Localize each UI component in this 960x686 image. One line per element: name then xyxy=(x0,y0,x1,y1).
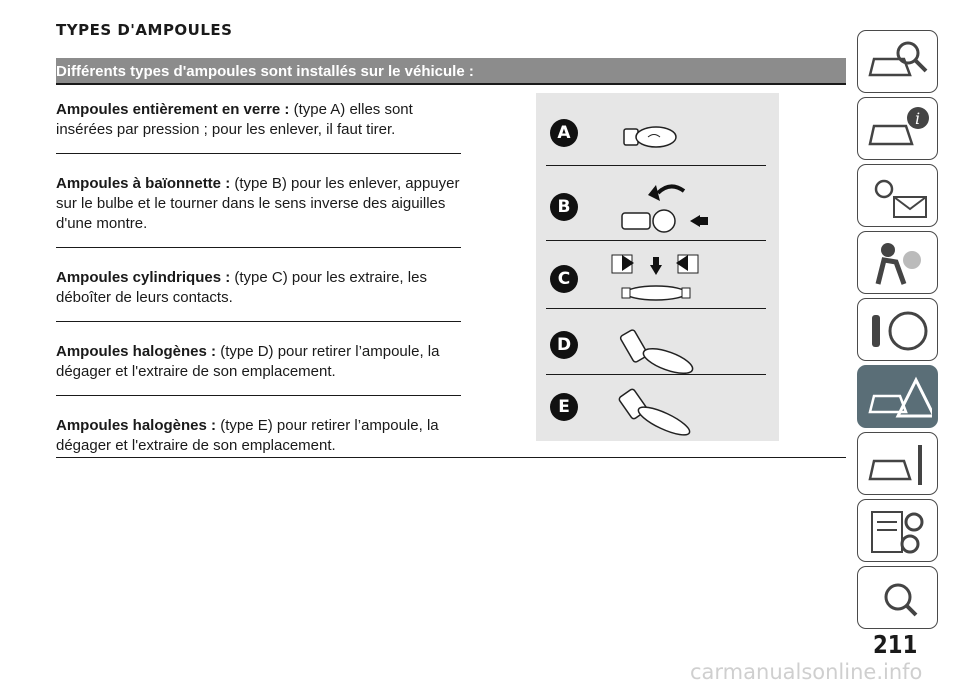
divider xyxy=(56,321,461,322)
item-heading: Ampoules cylindriques : xyxy=(56,269,231,286)
divider xyxy=(56,153,461,154)
airbag-seat-icon xyxy=(864,238,932,288)
tab-car-info[interactable] xyxy=(857,97,938,160)
intro-banner xyxy=(56,58,846,85)
figure-divider xyxy=(546,165,766,166)
car-search-icon xyxy=(864,37,932,87)
figure-row-b xyxy=(536,171,779,241)
tab-specs[interactable] xyxy=(857,499,938,562)
car-maintenance-icon xyxy=(864,439,932,489)
car-info-icon xyxy=(864,104,932,154)
tab-steering-key[interactable] xyxy=(857,298,938,361)
list-item-type-b xyxy=(56,174,461,247)
item-heading: Ampoules à baïonnette : xyxy=(56,175,231,192)
car-emergency-icon xyxy=(864,372,932,422)
cylindrical-bulb-icon xyxy=(598,251,718,313)
item-text: (type D) pour retirer l’ampoule, la dégager et l'extraire de son emplacement. xyxy=(56,343,440,380)
alphabetical-index-icon xyxy=(864,573,932,623)
figure-row-c xyxy=(536,243,779,313)
item-text: (type B) pour les enlever, appuyer sur le bulbe et le tourner dans le sens inverse des aiguilles d'une montre. xyxy=(56,175,460,232)
watermark: carmanualsonline.info xyxy=(690,660,923,684)
banner-text: Différents types d'ampoules sont installés sur le véhicule : xyxy=(56,63,474,80)
list-item-type-d xyxy=(56,342,461,395)
item-heading: Ampoules entièrement en verre : xyxy=(56,101,290,118)
figure-divider xyxy=(546,374,766,375)
item-heading: Ampoules halogènes : xyxy=(56,417,217,434)
item-text: (type A) elles sont insérées par pression ; pour les enlever, il faut tirer. xyxy=(56,101,413,138)
section-title: TYPES D'AMPOULES xyxy=(56,21,233,39)
list-item-type-c xyxy=(56,268,461,321)
page-number: 211 xyxy=(873,630,918,659)
tab-car-emergency[interactable] xyxy=(857,365,938,428)
specs-gear-icon xyxy=(864,506,932,556)
figure-divider xyxy=(546,240,766,241)
tab-warning-lights[interactable] xyxy=(857,164,938,227)
figure-row-a xyxy=(536,95,779,165)
divider xyxy=(56,395,461,396)
divider xyxy=(56,247,461,248)
tab-index[interactable] xyxy=(857,566,938,629)
label-badge-d: D xyxy=(550,331,578,359)
item-heading: Ampoules halogènes : xyxy=(56,343,217,360)
svg-text:i: i xyxy=(915,109,921,128)
item-text: (type E) pour retirer l’ampoule, la dégager et l'extraire de son emplacement. xyxy=(56,417,439,454)
list-item-type-a xyxy=(56,100,461,153)
tab-car-maintenance[interactable] xyxy=(857,432,938,495)
label-badge-e: E xyxy=(550,393,578,421)
bulb-types-figure xyxy=(536,93,779,441)
halogen-bulb-e-icon xyxy=(598,385,718,447)
tab-car-search[interactable] xyxy=(857,30,938,93)
figure-row-d xyxy=(536,313,779,383)
label-badge-b: B xyxy=(550,193,578,221)
tab-airbag-seat[interactable] xyxy=(857,231,938,294)
bayonet-bulb-icon xyxy=(598,179,718,241)
bottom-divider xyxy=(56,457,846,458)
warning-lights-icon xyxy=(864,171,932,221)
label-badge-a: A xyxy=(550,119,578,147)
label-badge-c: C xyxy=(550,265,578,293)
figure-divider xyxy=(546,308,766,309)
steering-key-icon xyxy=(864,305,932,355)
glass-bulb-icon xyxy=(598,103,708,163)
list-item-type-e xyxy=(56,416,461,469)
figure-row-e xyxy=(536,377,779,447)
bulb-types-list xyxy=(56,100,461,469)
item-text: (type C) pour les extraire, les déboîter de leurs contacts. xyxy=(56,269,427,306)
